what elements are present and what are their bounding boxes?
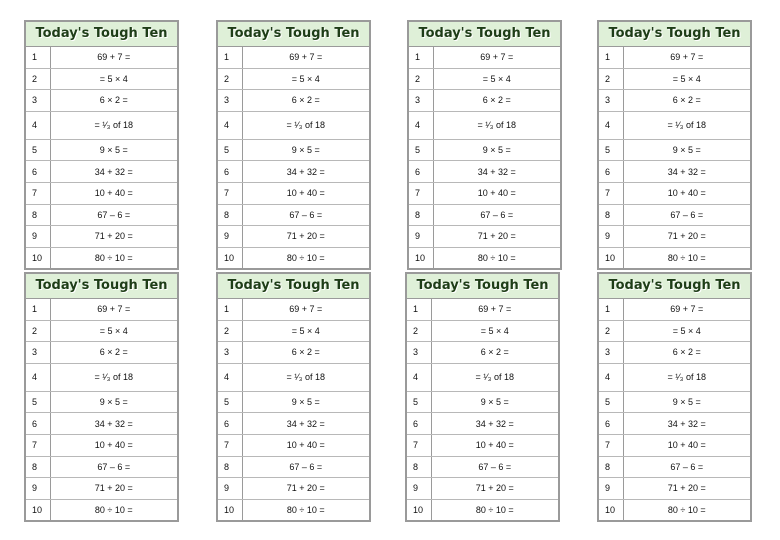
question-row [409, 226, 560, 248]
question-text: 34 + 32 = [623, 161, 750, 183]
question-row [407, 413, 558, 435]
question-row [26, 434, 177, 456]
question-text: = 5 × 4 [623, 68, 750, 90]
question-row [26, 161, 177, 183]
question-row [218, 111, 369, 139]
question-row [409, 247, 560, 268]
question-row [407, 434, 558, 456]
card-title: Today's Tough Ten [218, 22, 369, 47]
question-text: 6 × 2 = [433, 90, 560, 112]
question-row [599, 47, 750, 68]
question-number: 9 [407, 478, 431, 500]
question-text: 67 – 6 = [431, 456, 558, 478]
question-text: = 5 × 4 [623, 320, 750, 342]
question-row [26, 182, 177, 204]
question-text: 6 × 2 = [431, 342, 558, 364]
question-number: 6 [218, 413, 242, 435]
question-number: 10 [409, 247, 433, 268]
question-text: 71 + 20 = [623, 478, 750, 500]
question-text: 34 + 32 = [50, 413, 177, 435]
question-number: 7 [409, 182, 433, 204]
question-number: 9 [409, 226, 433, 248]
question-row [599, 90, 750, 112]
question-number: 2 [26, 320, 50, 342]
question-row [409, 111, 560, 139]
question-text: = ¹⁄₃ of 18 [623, 363, 750, 391]
question-text: 9 × 5 = [50, 139, 177, 161]
question-number: 10 [599, 247, 623, 268]
question-text: 10 + 40 = [623, 182, 750, 204]
question-text: 80 ÷ 10 = [94, 505, 133, 516]
question-text: 9 × 5 = [242, 139, 369, 161]
question-text: 9 × 5 = [242, 391, 369, 413]
question-row [26, 320, 177, 342]
question-number: 10 [26, 499, 50, 520]
question-text: 71 + 20 = [242, 478, 369, 500]
question-row [218, 247, 369, 268]
question-row [599, 111, 750, 139]
question-text: 71 + 20 = [433, 226, 560, 248]
question-text: 69 + 7 = [623, 47, 750, 68]
question-text: 71 + 20 = [431, 478, 558, 500]
question-text: 69 + 7 = [431, 299, 558, 320]
question-row [599, 456, 750, 478]
question-table [26, 299, 177, 520]
question-row [26, 204, 177, 226]
question-text: 34 + 32 = [623, 413, 750, 435]
question-row [599, 226, 750, 248]
question-text: 10 + 40 = [433, 182, 560, 204]
question-row [26, 68, 177, 90]
question-number: 6 [26, 413, 50, 435]
question-number: 3 [218, 90, 242, 112]
question-number: 5 [26, 139, 50, 161]
question-row [218, 391, 369, 413]
question-number: 10 [26, 247, 50, 268]
question-row [599, 139, 750, 161]
question-number: 4 [26, 363, 50, 391]
question-text: 6 × 2 = [623, 90, 750, 112]
question-row [409, 139, 560, 161]
question-row [26, 391, 177, 413]
question-text: 69 + 7 = [242, 47, 369, 68]
tough-ten-card [216, 272, 371, 522]
question-number: 1 [599, 47, 623, 68]
question-row [599, 182, 750, 204]
question-text: 80 ÷ 10 = [475, 505, 514, 516]
question-row [218, 320, 369, 342]
question-row [218, 68, 369, 90]
question-number: 2 [599, 68, 623, 90]
question-text: 69 + 7 = [50, 299, 177, 320]
question-number: 6 [599, 161, 623, 183]
question-text: 9 × 5 = [433, 139, 560, 161]
question-row [407, 363, 558, 391]
question-text: = 5 × 4 [431, 320, 558, 342]
question-row [599, 68, 750, 90]
question-number: 9 [26, 478, 50, 500]
question-table [218, 299, 369, 520]
question-number: 7 [218, 434, 242, 456]
question-row [26, 499, 177, 520]
question-number: 5 [218, 391, 242, 413]
question-number: 7 [599, 182, 623, 204]
question-row [26, 363, 177, 391]
question-row [218, 456, 369, 478]
question-text: 6 × 2 = [242, 342, 369, 364]
question-row [26, 226, 177, 248]
question-table [218, 47, 369, 268]
question-row [218, 139, 369, 161]
question-number: 1 [409, 47, 433, 68]
card-title: Today's Tough Ten [409, 22, 560, 47]
question-row [218, 363, 369, 391]
question-number: 9 [218, 226, 242, 248]
question-row [599, 478, 750, 500]
question-number: 8 [26, 456, 50, 478]
question-row [599, 320, 750, 342]
question-text: 9 × 5 = [50, 391, 177, 413]
question-row [407, 299, 558, 320]
question-row [409, 90, 560, 112]
tough-ten-card [24, 20, 179, 270]
question-number: 9 [26, 226, 50, 248]
card-title: Today's Tough Ten [26, 274, 177, 299]
question-number: 9 [599, 226, 623, 248]
question-row [218, 434, 369, 456]
question-table [599, 47, 750, 268]
question-row [26, 299, 177, 320]
tough-ten-card [216, 20, 371, 270]
question-text: = ¹⁄₃ of 18 [50, 363, 177, 391]
card-title: Today's Tough Ten [218, 274, 369, 299]
question-text: 34 + 32 = [431, 413, 558, 435]
question-row [218, 342, 369, 364]
question-text: 71 + 20 = [50, 478, 177, 500]
question-text: = ¹⁄₃ of 18 [433, 111, 560, 139]
question-number: 6 [409, 161, 433, 183]
question-number: 6 [407, 413, 431, 435]
question-number: 7 [407, 434, 431, 456]
question-table [599, 299, 750, 520]
question-row [409, 68, 560, 90]
question-text: 80 ÷ 10 = [286, 505, 325, 516]
question-number: 3 [599, 90, 623, 112]
question-text: = ¹⁄₃ of 18 [50, 111, 177, 139]
question-number: 3 [26, 90, 50, 112]
question-number: 6 [599, 413, 623, 435]
question-number: 8 [218, 456, 242, 478]
question-number: 4 [407, 363, 431, 391]
question-number: 7 [26, 434, 50, 456]
question-number: 7 [26, 182, 50, 204]
question-number: 8 [218, 204, 242, 226]
question-text: 6 × 2 = [50, 90, 177, 112]
card-title: Today's Tough Ten [407, 274, 558, 299]
question-row [26, 47, 177, 68]
question-number: 2 [409, 68, 433, 90]
question-row [218, 499, 369, 520]
question-number: 1 [26, 47, 50, 68]
question-text: 80 ÷ 10 = [477, 253, 516, 264]
question-number: 2 [218, 320, 242, 342]
question-row [218, 47, 369, 68]
question-number: 1 [407, 299, 431, 320]
question-row [407, 499, 558, 520]
question-text: 80 ÷ 10 = [94, 253, 133, 264]
question-number: 5 [407, 391, 431, 413]
question-number: 3 [407, 342, 431, 364]
question-number: 8 [26, 204, 50, 226]
question-row [26, 139, 177, 161]
question-text: 80 ÷ 10 = [286, 253, 325, 264]
question-row [26, 413, 177, 435]
question-number: 4 [218, 363, 242, 391]
question-text: 9 × 5 = [623, 391, 750, 413]
question-number: 8 [407, 456, 431, 478]
question-text: = 5 × 4 [242, 320, 369, 342]
card-title: Today's Tough Ten [26, 22, 177, 47]
question-number: 7 [218, 182, 242, 204]
question-row [218, 413, 369, 435]
question-text: = ¹⁄₃ of 18 [242, 111, 369, 139]
question-number: 10 [407, 499, 431, 520]
question-text: = 5 × 4 [50, 320, 177, 342]
question-row [407, 342, 558, 364]
question-text: 71 + 20 = [623, 226, 750, 248]
question-row [599, 363, 750, 391]
question-number: 3 [26, 342, 50, 364]
question-row [26, 111, 177, 139]
question-row [407, 478, 558, 500]
question-row [409, 204, 560, 226]
question-text: 69 + 7 = [623, 299, 750, 320]
question-table [26, 47, 177, 268]
question-row [599, 413, 750, 435]
question-text: 9 × 5 = [431, 391, 558, 413]
question-row [26, 478, 177, 500]
question-row [218, 299, 369, 320]
question-text: 6 × 2 = [242, 90, 369, 112]
question-table [407, 299, 558, 520]
question-text: 34 + 32 = [50, 161, 177, 183]
question-text: 67 – 6 = [50, 204, 177, 226]
question-number: 1 [218, 47, 242, 68]
question-number: 1 [599, 299, 623, 320]
question-number: 2 [599, 320, 623, 342]
question-number: 8 [599, 456, 623, 478]
question-number: 5 [599, 391, 623, 413]
question-number: 8 [599, 204, 623, 226]
question-text: 6 × 2 = [623, 342, 750, 364]
card-title: Today's Tough Ten [599, 274, 750, 299]
question-row [599, 499, 750, 520]
question-number: 6 [26, 161, 50, 183]
question-text: = ¹⁄₃ of 18 [623, 111, 750, 139]
question-text: 80 ÷ 10 = [667, 253, 706, 264]
question-number: 10 [218, 499, 242, 520]
question-row [599, 391, 750, 413]
question-row [218, 182, 369, 204]
question-number: 2 [407, 320, 431, 342]
question-row [218, 90, 369, 112]
question-number: 4 [599, 111, 623, 139]
question-row [26, 456, 177, 478]
question-number: 5 [599, 139, 623, 161]
question-row [599, 299, 750, 320]
question-number: 4 [599, 363, 623, 391]
question-number: 9 [599, 478, 623, 500]
question-text: 34 + 32 = [242, 413, 369, 435]
question-text: 80 ÷ 10 = [667, 505, 706, 516]
question-number: 2 [26, 68, 50, 90]
question-row [599, 247, 750, 268]
question-number: 5 [26, 391, 50, 413]
question-number: 3 [599, 342, 623, 364]
question-row [218, 204, 369, 226]
question-number: 5 [218, 139, 242, 161]
question-row [218, 161, 369, 183]
question-text: 67 – 6 = [242, 456, 369, 478]
tough-ten-card [405, 272, 560, 522]
question-text: 69 + 7 = [50, 47, 177, 68]
question-table [409, 47, 560, 268]
question-number: 4 [26, 111, 50, 139]
question-text: 69 + 7 = [433, 47, 560, 68]
question-number: 4 [409, 111, 433, 139]
question-number: 7 [599, 434, 623, 456]
question-text: 67 – 6 = [433, 204, 560, 226]
question-row [599, 342, 750, 364]
question-text: 10 + 40 = [431, 434, 558, 456]
question-number: 1 [218, 299, 242, 320]
question-text: 10 + 40 = [242, 434, 369, 456]
question-text: = 5 × 4 [242, 68, 369, 90]
question-row [407, 391, 558, 413]
question-text: 10 + 40 = [50, 182, 177, 204]
question-text: 71 + 20 = [242, 226, 369, 248]
question-text: 67 – 6 = [623, 456, 750, 478]
question-number: 2 [218, 68, 242, 90]
question-row [26, 90, 177, 112]
question-row [599, 204, 750, 226]
question-number: 6 [218, 161, 242, 183]
question-number: 5 [409, 139, 433, 161]
question-text: 71 + 20 = [50, 226, 177, 248]
question-row [409, 182, 560, 204]
question-row [26, 247, 177, 268]
question-row [409, 161, 560, 183]
question-row [218, 226, 369, 248]
question-text: 10 + 40 = [623, 434, 750, 456]
question-text: 10 + 40 = [50, 434, 177, 456]
question-row [599, 161, 750, 183]
question-text: = ¹⁄₃ of 18 [431, 363, 558, 391]
question-row [407, 456, 558, 478]
question-text: 6 × 2 = [50, 342, 177, 364]
question-number: 8 [409, 204, 433, 226]
tough-ten-card [597, 20, 752, 270]
question-row [599, 434, 750, 456]
question-text: 69 + 7 = [242, 299, 369, 320]
question-number: 3 [218, 342, 242, 364]
question-number: 10 [218, 247, 242, 268]
question-row [409, 47, 560, 68]
question-text: 10 + 40 = [242, 182, 369, 204]
tough-ten-card [597, 272, 752, 522]
question-text: 34 + 32 = [242, 161, 369, 183]
question-text: = 5 × 4 [433, 68, 560, 90]
tough-ten-card [407, 20, 562, 270]
question-number: 10 [599, 499, 623, 520]
question-row [218, 478, 369, 500]
question-number: 9 [218, 478, 242, 500]
question-text: = ¹⁄₃ of 18 [242, 363, 369, 391]
tough-ten-card [24, 272, 179, 522]
question-number: 3 [409, 90, 433, 112]
question-text: 9 × 5 = [623, 139, 750, 161]
question-row [407, 320, 558, 342]
question-text: 67 – 6 = [50, 456, 177, 478]
question-number: 4 [218, 111, 242, 139]
question-text: 67 – 6 = [242, 204, 369, 226]
card-title: Today's Tough Ten [599, 22, 750, 47]
question-text: 34 + 32 = [433, 161, 560, 183]
question-number: 1 [26, 299, 50, 320]
question-text: = 5 × 4 [50, 68, 177, 90]
question-row [26, 342, 177, 364]
question-text: 67 – 6 = [623, 204, 750, 226]
